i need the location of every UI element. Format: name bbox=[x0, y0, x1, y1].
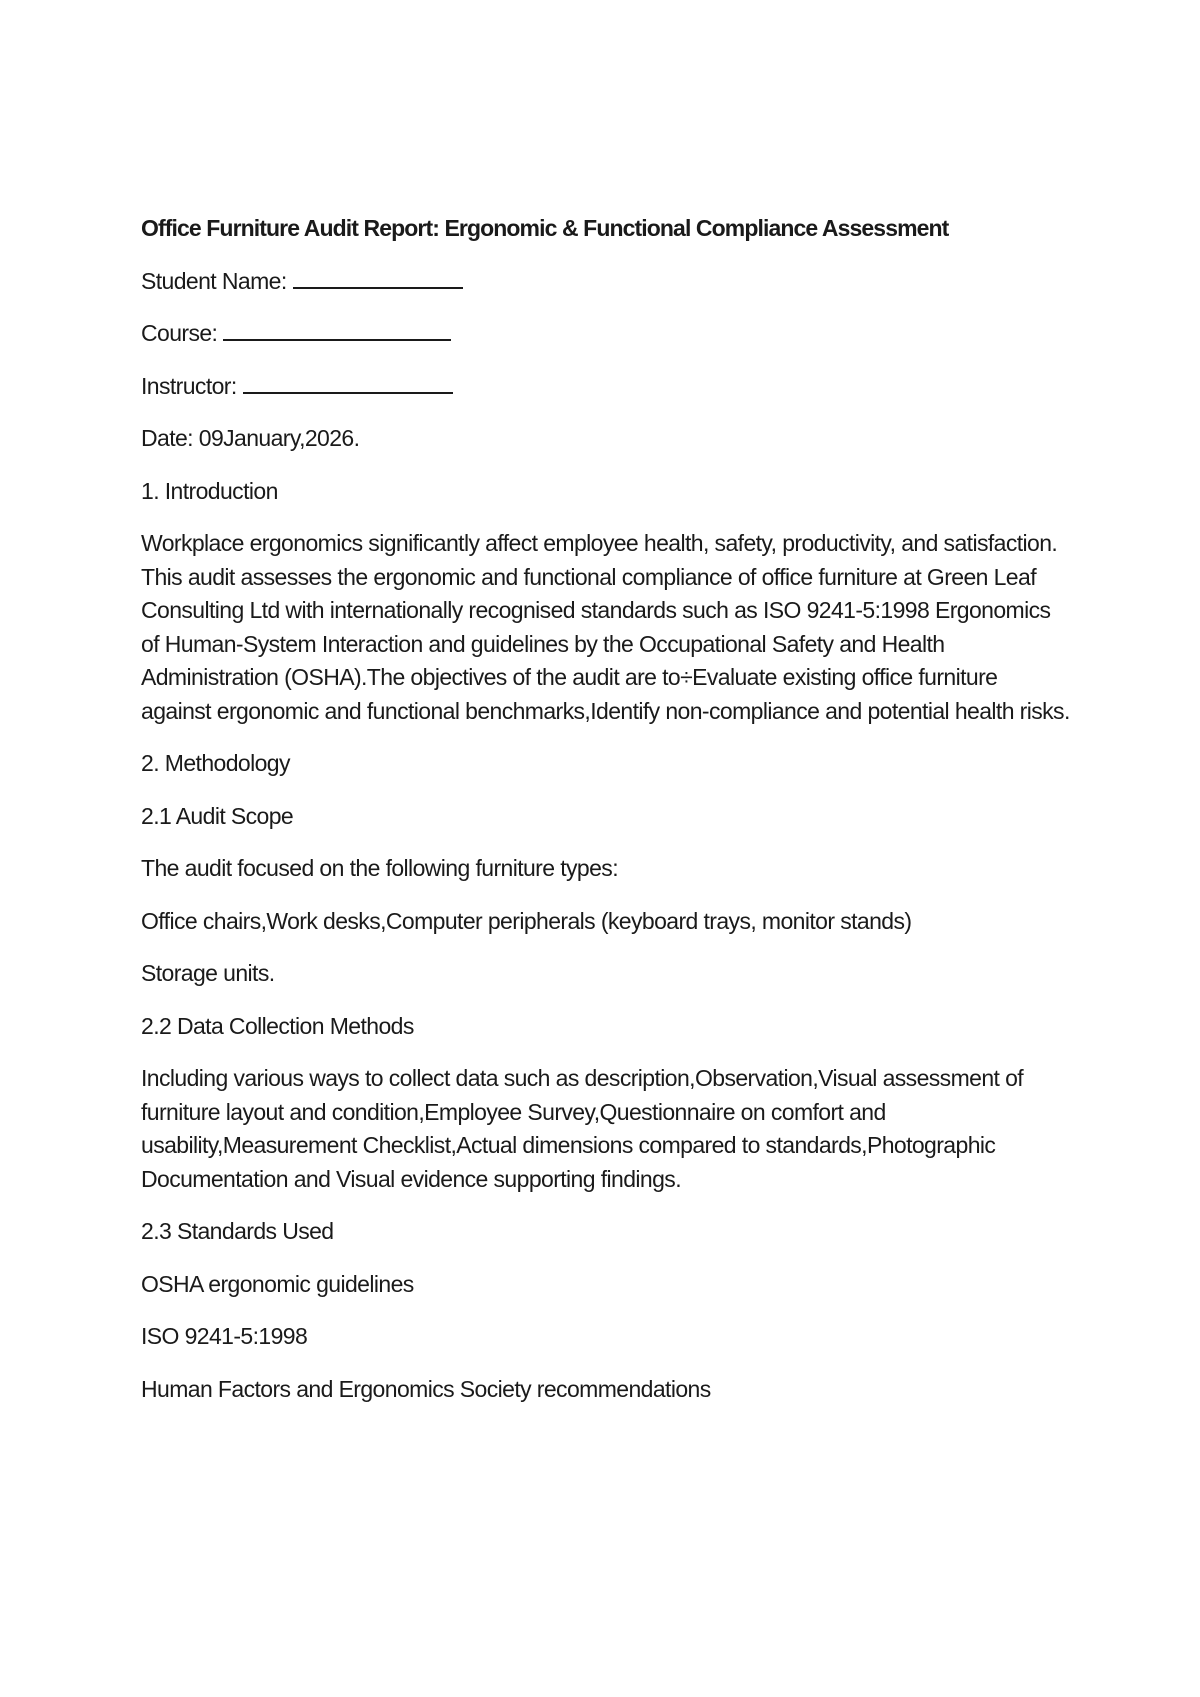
data-collection-heading: 2.2 Data Collection Methods bbox=[141, 1012, 414, 1039]
standard-item: ISO 9241-5:1998 bbox=[141, 1323, 308, 1349]
standard-item: Human Factors and Ergonomics Society recommendations bbox=[141, 1375, 711, 1402]
data-collection-body: Including various ways to collect data such as description,Observation,Visual assessment of furniture layout and condition,Employee Survey,Questionnaire on comfort and usability,Measurement Checklist,Actual dimensions compared to standards,Photographic Documentation and Visual evidence supporting findings. bbox=[141, 1065, 1024, 1192]
audit-scope-heading: 2.1 Audit Scope bbox=[141, 802, 294, 829]
document-title: Office Furniture Audit Report: Ergonomic & Functional Compliance Assessment bbox=[141, 215, 949, 241]
course-blank bbox=[223, 317, 451, 341]
course-label: Course: bbox=[141, 320, 218, 346]
student-name-blank bbox=[293, 265, 463, 289]
introduction-body: Workplace ergonomics significantly affect employee health, safety, productivity, and satisfaction. This audit assesses the ergonomic and functional compliance of office furniture at Green Leaf Consulting Ltd with internationally recognised standards such as ISO 9241-5:1998 Ergonomics of Human-System Interaction and guidelines by the Occupational Safety and Health Administration (OSHA).The objectives of the audit are to÷Evaluate existing office furniture against ergonomic and functional benchmarks,Identify non-compliance and potential health risks. bbox=[141, 530, 1070, 724]
document-page bbox=[141, 212, 1071, 1425]
date-line: Date: 09January,2026. bbox=[141, 425, 360, 451]
methodology-heading: 2. Methodology bbox=[141, 750, 290, 776]
instructor-field bbox=[141, 370, 1071, 404]
course-field bbox=[141, 317, 1071, 351]
student-name-field bbox=[141, 265, 1071, 299]
audit-scope-storage: Storage units. bbox=[141, 960, 275, 986]
standards-heading: 2.3 Standards Used bbox=[141, 1218, 334, 1244]
instructor-blank bbox=[243, 370, 453, 394]
introduction-heading: 1. Introduction bbox=[141, 477, 278, 504]
audit-scope-intro: The audit focused on the following furniture types: bbox=[141, 855, 618, 881]
instructor-label: Instructor: bbox=[141, 372, 237, 399]
student-name-label: Student Name: bbox=[141, 267, 287, 294]
standard-item: OSHA ergonomic guidelines bbox=[141, 1270, 414, 1297]
audit-scope-items: Office chairs,Work desks,Computer peripherals (keyboard trays, monitor stands) bbox=[141, 907, 912, 934]
